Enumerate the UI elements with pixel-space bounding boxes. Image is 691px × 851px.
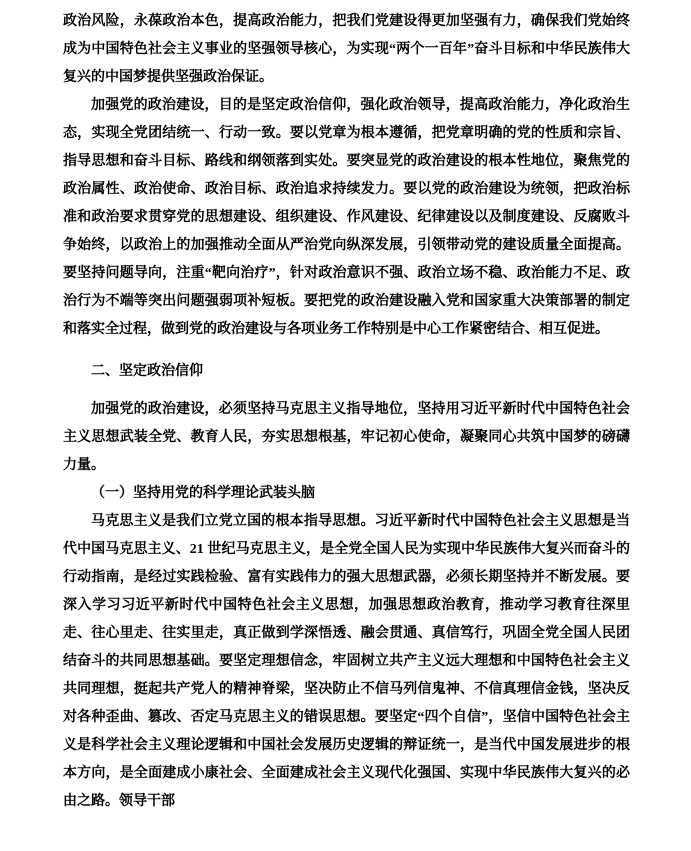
paragraph-political-guarantee-continuation: 政治风险，永葆政治本色，提高政治能力，把我们党建设得更加坚强有力，确保我们党始终成为中国特色社会主义事业的坚强领导核心，为实现“两个一百年”奋斗目标和中华民族伟大复兴的中国梦提供坚强政治保证。 xyxy=(63,14,630,85)
subsection-heading-scientific-theory: （一）坚持用党的科学理论武装头脑 xyxy=(91,486,315,501)
paragraph-marxism-fundamental-thought: 马克思主义是我们立党立国的根本指导思想。习近平新时代中国特色社会主义思想是当代中国马克思主义、21 世纪马克思主义，是全党全国人民为实现中华民族伟大复兴而奋斗的行动指南，是经过实践检验、富有实践伟力的强大思想武器，必须长期坚持并不断发展。要深入学习习近平新时代中国特色社会主义思想，加强思想政治教育，推动学习教育往深里走、往心里走、往实里走，真正做到学深悟透、融会贯通、真信笃行，巩固全党全国人民团结奋斗的共同思想基础。要坚定理想信念，牢固树立共产主义远大理想和中国特色社会主义共同理想，挺起共产党人的精神脊梁，坚决防止不信马列信鬼神、不信真理信金钱，坚决反对各种歪曲、篡改、否定马克思主义的错误思想。要坚定“四个自信”，坚信中国特色社会主义是科学社会主义理论逻辑和中国社会发展历史逻辑的辩证统一，是当代中国发展进步的根本方向，是全面建成小康社会、全面建成社会主义现代化强国、实现中华民族伟大复兴的必由之路。领导干部 xyxy=(63,514,630,809)
paragraph-political-construction-purpose: 加强党的政治建设，目的是坚定政治信仰，强化政治领导，提高政治能力，净化政治生态，实现全党团结统一、行动一致。要以党章为根本遵循，把党章明确的党的性质和宗旨、指导思想和奋斗目标、路线和纲领落到实处。要突显党的政治建设的根本性地位，聚焦党的政治属性、政治使命、政治目标、政治追求持续发力。要以党的政治建设为统领，把政治标准和政治要求贯穿党的思想建设、组织建设、作风建设、纪律建设以及制度建设、反腐败斗争始终，以政治上的加强推动全面从严治党向纵深发展，引领带动党的建设质量全面提高。要坚持问题导向，注重“靶向治疗”，针对政治意识不强、政治立场不稳、政治能力不足、政治行为不端等突出问题强弱项补短板。要把党的政治建设融入党和国家重大决策部署的制定和落实全过程，做到党的政治建设与各项业务工作特别是中心工作紧密结合、相互促进。 xyxy=(63,98,630,337)
section-heading-firm-political-belief: 二、坚定政治信仰 xyxy=(91,364,203,379)
paragraph-marxism-guiding-position: 加强党的政治建设，必须坚持马克思主义指导地位，坚持用习近平新时代中国特色社会主义思想武装全党、教育人民，夯实思想根基，牢记初心使命，凝聚同心共筑中国梦的磅礴力量。 xyxy=(63,402,630,473)
